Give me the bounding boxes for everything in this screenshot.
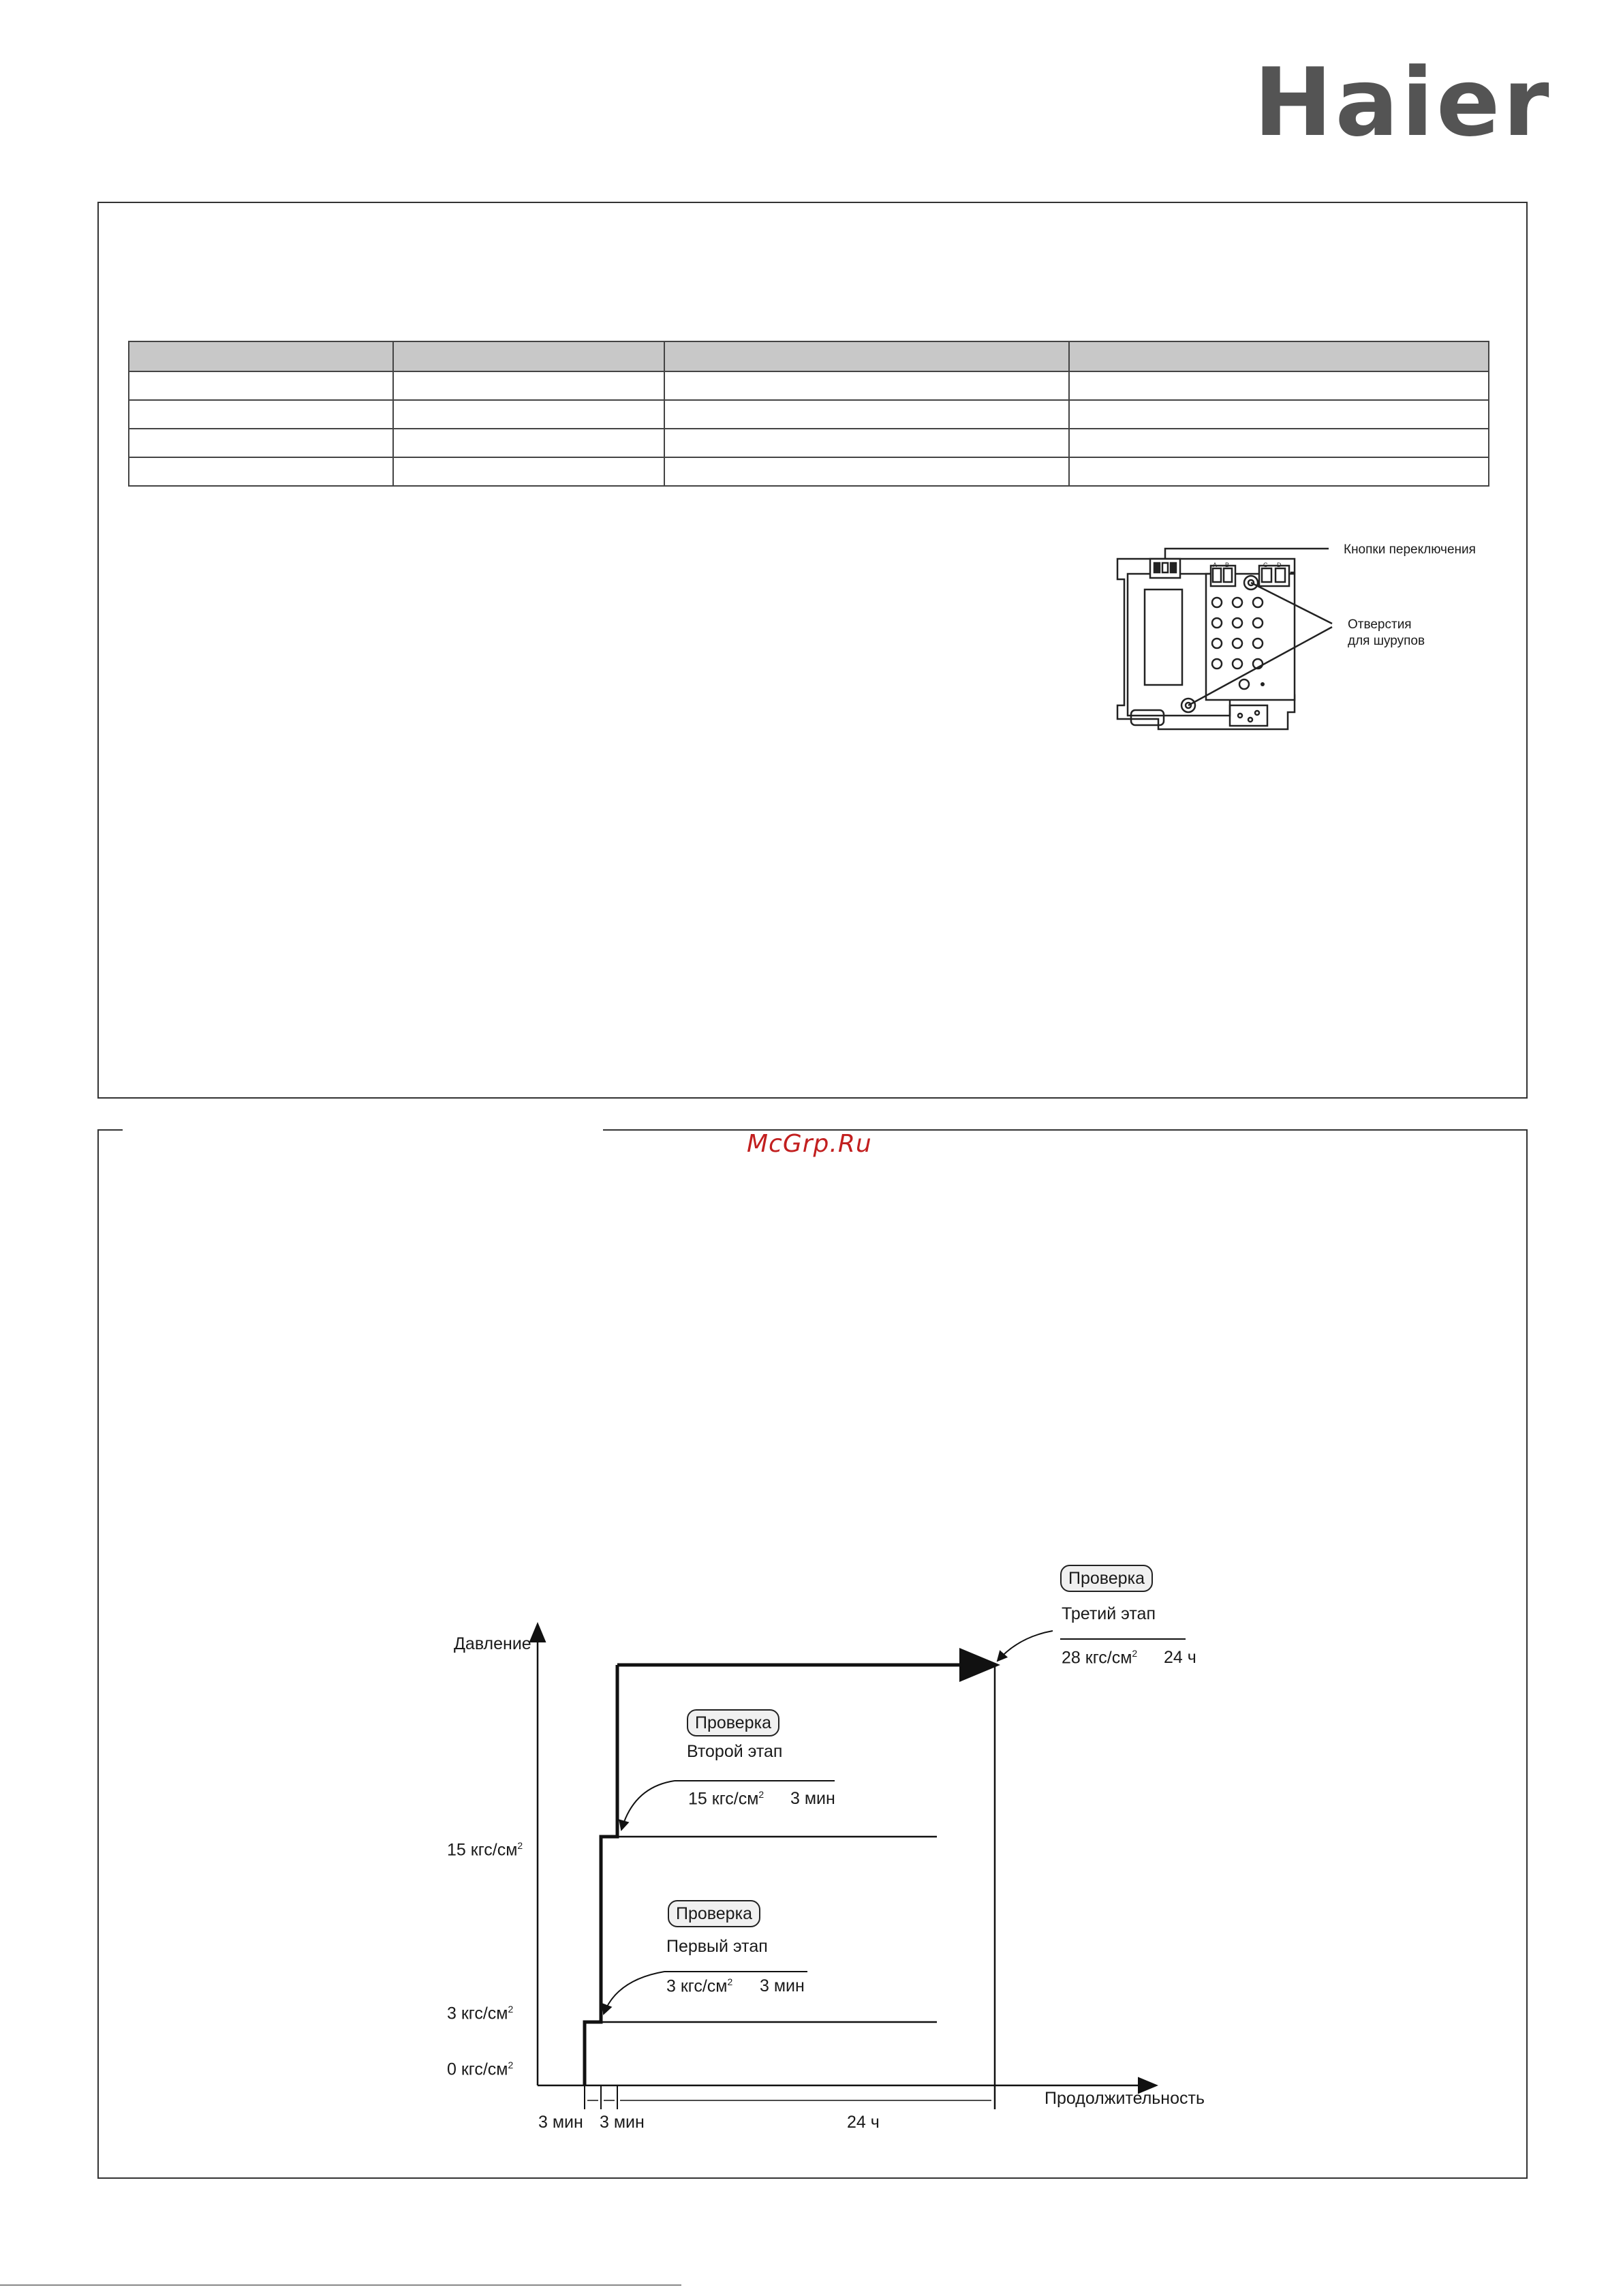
table-row [129,429,1489,457]
table-header-cell [129,341,393,371]
watermark: McGrp.Ru [747,1130,872,1158]
y-tick-text: 0 кгс/см [447,2060,508,2079]
haier-logo: Haier [1254,48,1552,157]
x-segment-label-1: 3 мин [538,2113,583,2132]
table-header-row [129,341,1489,371]
stage2-title: Второй этап [687,1742,783,1761]
stage3-pressure [1062,1648,1137,1668]
table-cell [129,457,393,486]
stage3-time: 24 ч [1164,1648,1196,1667]
table-cell [129,429,393,457]
table-cell [664,371,1069,400]
stage1-title: Первый этап [666,1937,768,1956]
control-board-figure [1104,532,1513,736]
superscript: 2 [1132,1648,1138,1659]
superscript: 2 [508,2060,514,2070]
y-tick-label-15 [447,1840,523,1860]
superscript: 2 [517,1840,523,1851]
table-cell [1069,400,1489,429]
switch-letter-c: C [1263,562,1268,568]
table-cell [664,429,1069,457]
spec-table [128,341,1489,487]
switch-letter-d: D [1277,562,1282,568]
y-axis-label: Давление [454,1634,531,1653]
switch-buttons-label: Кнопки переключения [1344,542,1476,557]
superscript: 2 [508,2004,514,2015]
table-cell [129,371,393,400]
table-cell [129,400,393,429]
stage3-check-badge: Проверка [1060,1565,1153,1592]
table-header-cell [1069,341,1489,371]
table-cell [393,400,664,429]
screw-holes-label-line1: Отверстия [1348,617,1412,632]
table-cell [1069,457,1489,486]
stage1-time: 3 мин [760,1976,805,1995]
stage1-pressure-text: 3 кгс/см [666,1976,728,1996]
table-cell [393,429,664,457]
table-header-cell [393,341,664,371]
table-row [129,400,1489,429]
pressure-test-section-box [97,1129,1528,2179]
table-cell [393,457,664,486]
y-tick-label-3 [447,2004,513,2023]
stage2-check-badge: Проверка [687,1709,779,1736]
superscript: 2 [758,1789,764,1800]
table-row [129,371,1489,400]
table-cell [664,400,1069,429]
x-axis-label: Продолжительность [1045,2089,1205,2108]
screw-holes-label-line2: для шурупов [1348,634,1425,648]
table-cell [393,371,664,400]
stage2-pressure [688,1789,764,1809]
x-segment-label-3: 24 ч [847,2113,880,2132]
stage2-pressure-text: 15 кгс/см [688,1789,759,1809]
stage1-pressure [666,1976,732,1996]
section-heading-gap [123,1124,603,1134]
stage3-pressure-text: 28 кгс/см [1062,1648,1132,1668]
switch-letter-b: B [1225,562,1230,568]
stage1-check-badge: Проверка [668,1900,760,1927]
y-tick-text: 15 кгс/см [447,1840,518,1860]
x-segment-label-2: 3 мин [600,2113,645,2132]
switch-letter-a: A [1213,562,1218,568]
y-tick-label-0 [447,2060,513,2079]
footer-rule [0,2284,681,2286]
stage2-time: 3 мин [790,1789,835,1808]
table-cell [1069,371,1489,400]
table-cell [1069,429,1489,457]
table-row [129,457,1489,486]
superscript: 2 [727,1976,733,1987]
table-cell [664,457,1069,486]
stage3-title: Третий этап [1062,1604,1156,1623]
table-header-cell [664,341,1069,371]
y-tick-text: 3 кгс/см [447,2004,508,2023]
